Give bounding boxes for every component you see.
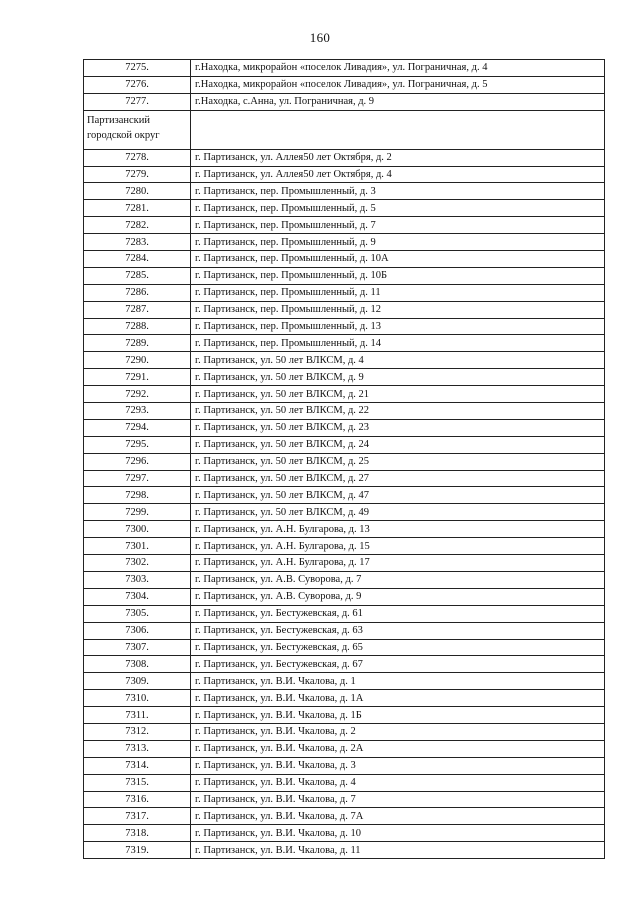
address-cell: г. Партизанск, ул. В.И. Чкалова, д. 11	[191, 842, 605, 859]
address-cell: г. Партизанск, пер. Промышленный, д. 10А	[191, 251, 605, 268]
table-row	[84, 386, 605, 403]
table-row	[84, 301, 605, 318]
row-number-cell: 7291.	[84, 369, 191, 386]
table-row	[84, 149, 605, 166]
address-cell: г. Партизанск, пер. Промышленный, д. 3	[191, 183, 605, 200]
table-row	[84, 504, 605, 521]
address-cell: г. Партизанск, ул. В.И. Чкалова, д. 3	[191, 757, 605, 774]
table-row	[84, 470, 605, 487]
address-cell: г. Партизанск, пер. Промышленный, д. 14	[191, 335, 605, 352]
table-row	[84, 453, 605, 470]
row-number-cell: 7275.	[84, 60, 191, 77]
address-cell: г. Партизанск, ул. А.Н. Булгарова, д. 17	[191, 555, 605, 572]
row-number-cell: 7276.	[84, 76, 191, 93]
address-cell: г.Находка, микрорайон «поселок Ливадия», ул. Пограничная, д. 5	[191, 76, 605, 93]
table-row	[84, 352, 605, 369]
row-number-cell: 7293.	[84, 403, 191, 420]
table-row	[84, 842, 605, 859]
address-cell: г. Партизанск, ул. Бестужевская, д. 63	[191, 622, 605, 639]
table-row	[84, 825, 605, 842]
row-number-cell: 7300.	[84, 521, 191, 538]
row-number-cell: 7278.	[84, 149, 191, 166]
address-cell: г. Партизанск, ул. 50 лет ВЛКСМ, д. 23	[191, 419, 605, 436]
address-cell: г. Партизанск, ул. 50 лет ВЛКСМ, д. 27	[191, 470, 605, 487]
table-row	[84, 234, 605, 251]
table-row	[84, 808, 605, 825]
table-row	[84, 639, 605, 656]
row-number-cell: 7304.	[84, 588, 191, 605]
address-cell: г. Партизанск, ул. 50 лет ВЛКСМ, д. 49	[191, 504, 605, 521]
row-number-cell: 7307.	[84, 639, 191, 656]
address-cell: г. Партизанск, ул. А.Н. Булгарова, д. 15	[191, 538, 605, 555]
row-number-cell: 7281.	[84, 200, 191, 217]
table-row	[84, 791, 605, 808]
row-number-cell: 7309.	[84, 673, 191, 690]
address-cell: г. Партизанск, ул. В.И. Чкалова, д. 10	[191, 825, 605, 842]
address-cell: г. Партизанск, ул. А.Н. Булгарова, д. 13	[191, 521, 605, 538]
table-row	[84, 605, 605, 622]
table-row	[84, 723, 605, 740]
table-row	[84, 251, 605, 268]
table-row	[84, 487, 605, 504]
address-cell: г. Партизанск, ул. 50 лет ВЛКСМ, д. 47	[191, 487, 605, 504]
row-number-cell: 7301.	[84, 538, 191, 555]
table-row	[84, 622, 605, 639]
row-number-cell: 7290.	[84, 352, 191, 369]
address-cell: г.Находка, с.Анна, ул. Пограничная, д. 9	[191, 93, 605, 110]
address-cell: г. Партизанск, ул. Бестужевская, д. 61	[191, 605, 605, 622]
district-header-row	[84, 110, 605, 149]
row-number-cell: 7313.	[84, 740, 191, 757]
address-cell: г. Партизанск, пер. Промышленный, д. 10Б	[191, 267, 605, 284]
address-cell: г. Партизанск, ул. А.В. Суворова, д. 7	[191, 571, 605, 588]
address-cell: г. Партизанск, ул. В.И. Чкалова, д. 2А	[191, 740, 605, 757]
address-table-body	[84, 60, 605, 859]
address-cell	[191, 110, 605, 149]
row-number-cell: 7283.	[84, 234, 191, 251]
row-number-cell: 7287.	[84, 301, 191, 318]
row-number-cell: 7280.	[84, 183, 191, 200]
address-cell: г. Партизанск, ул. Аллея50 лет Октября, д. 4	[191, 166, 605, 183]
table-row	[84, 538, 605, 555]
table-row	[84, 419, 605, 436]
table-row	[84, 318, 605, 335]
row-number-cell: 7297.	[84, 470, 191, 487]
row-number-cell: 7305.	[84, 605, 191, 622]
row-number-cell: 7303.	[84, 571, 191, 588]
table-row	[84, 200, 605, 217]
row-number-cell: 7296.	[84, 453, 191, 470]
table-row	[84, 76, 605, 93]
row-number-cell: 7311.	[84, 707, 191, 724]
address-cell: г. Партизанск, пер. Промышленный, д. 12	[191, 301, 605, 318]
table-row	[84, 93, 605, 110]
table-row	[84, 588, 605, 605]
address-cell: г. Партизанск, ул. 50 лет ВЛКСМ, д. 25	[191, 453, 605, 470]
address-cell: г. Партизанск, ул. 50 лет ВЛКСМ, д. 21	[191, 386, 605, 403]
row-number-cell: 7298.	[84, 487, 191, 504]
table-row	[84, 183, 605, 200]
row-number-cell: 7286.	[84, 284, 191, 301]
row-number-cell: 7295.	[84, 436, 191, 453]
address-cell: г. Партизанск, ул. В.И. Чкалова, д. 1	[191, 673, 605, 690]
table-row	[84, 521, 605, 538]
table-row	[84, 284, 605, 301]
row-number-cell: 7292.	[84, 386, 191, 403]
address-cell: г. Партизанск, ул. В.И. Чкалова, д. 7А	[191, 808, 605, 825]
row-number-cell: 7314.	[84, 757, 191, 774]
table-row	[84, 166, 605, 183]
table-row	[84, 335, 605, 352]
table-row	[84, 555, 605, 572]
table-row	[84, 740, 605, 757]
address-cell: г. Партизанск, ул. Бестужевская, д. 65	[191, 639, 605, 656]
address-cell: г. Партизанск, ул. А.В. Суворова, д. 9	[191, 588, 605, 605]
row-number-cell: 7318.	[84, 825, 191, 842]
row-number-cell: 7308.	[84, 656, 191, 673]
page-number: 160	[309, 30, 331, 45]
table-row	[84, 757, 605, 774]
address-cell: г. Партизанск, ул. 50 лет ВЛКСМ, д. 4	[191, 352, 605, 369]
address-cell: г. Партизанск, ул. 50 лет ВЛКСМ, д. 22	[191, 403, 605, 420]
table-row	[84, 436, 605, 453]
address-cell: г. Партизанск, ул. В.И. Чкалова, д. 2	[191, 723, 605, 740]
row-number-cell: 7312.	[84, 723, 191, 740]
table-row	[84, 217, 605, 234]
address-table	[83, 59, 605, 859]
row-number-cell: 7316.	[84, 791, 191, 808]
address-cell: г. Партизанск, пер. Промышленный, д. 9	[191, 234, 605, 251]
row-number-cell: 7289.	[84, 335, 191, 352]
table-row	[84, 774, 605, 791]
address-cell: г. Партизанск, пер. Промышленный, д. 7	[191, 217, 605, 234]
row-number-cell: 7299.	[84, 504, 191, 521]
row-number-cell: 7302.	[84, 555, 191, 572]
address-cell: г. Партизанск, ул. В.И. Чкалова, д. 1А	[191, 690, 605, 707]
address-cell: г. Партизанск, ул. 50 лет ВЛКСМ, д. 9	[191, 369, 605, 386]
row-number-cell: 7277.	[84, 93, 191, 110]
row-number-cell: 7284.	[84, 251, 191, 268]
address-cell: г. Партизанск, ул. Аллея50 лет Октября, д. 2	[191, 149, 605, 166]
row-number-cell: 7306.	[84, 622, 191, 639]
table-row	[84, 571, 605, 588]
address-cell: г. Партизанск, пер. Промышленный, д. 13	[191, 318, 605, 335]
table-row	[84, 403, 605, 420]
row-number-cell: 7310.	[84, 690, 191, 707]
district-name-cell: Партизанский городской округ	[84, 110, 191, 149]
table-row	[84, 656, 605, 673]
address-cell: г. Партизанск, ул. В.И. Чкалова, д. 1Б	[191, 707, 605, 724]
table-row	[84, 369, 605, 386]
table-row	[84, 60, 605, 77]
table-row	[84, 690, 605, 707]
address-cell: г.Находка, микрорайон «поселок Ливадия», ул. Пограничная, д. 4	[191, 60, 605, 77]
row-number-cell: 7285.	[84, 267, 191, 284]
address-cell: г. Партизанск, ул. Бестужевская, д. 67	[191, 656, 605, 673]
row-number-cell: 7279.	[84, 166, 191, 183]
address-cell: г. Партизанск, ул. В.И. Чкалова, д. 7	[191, 791, 605, 808]
address-cell: г. Партизанск, ул. В.И. Чкалова, д. 4	[191, 774, 605, 791]
table-row	[84, 267, 605, 284]
row-number-cell: 7315.	[84, 774, 191, 791]
row-number-cell: 7288.	[84, 318, 191, 335]
table-row	[84, 673, 605, 690]
address-cell: г. Партизанск, пер. Промышленный, д. 5	[191, 200, 605, 217]
address-cell: г. Партизанск, пер. Промышленный, д. 11	[191, 284, 605, 301]
table-row	[84, 707, 605, 724]
address-cell: г. Партизанск, ул. 50 лет ВЛКСМ, д. 24	[191, 436, 605, 453]
row-number-cell: 7319.	[84, 842, 191, 859]
row-number-cell: 7282.	[84, 217, 191, 234]
row-number-cell: 7317.	[84, 808, 191, 825]
row-number-cell: 7294.	[84, 419, 191, 436]
